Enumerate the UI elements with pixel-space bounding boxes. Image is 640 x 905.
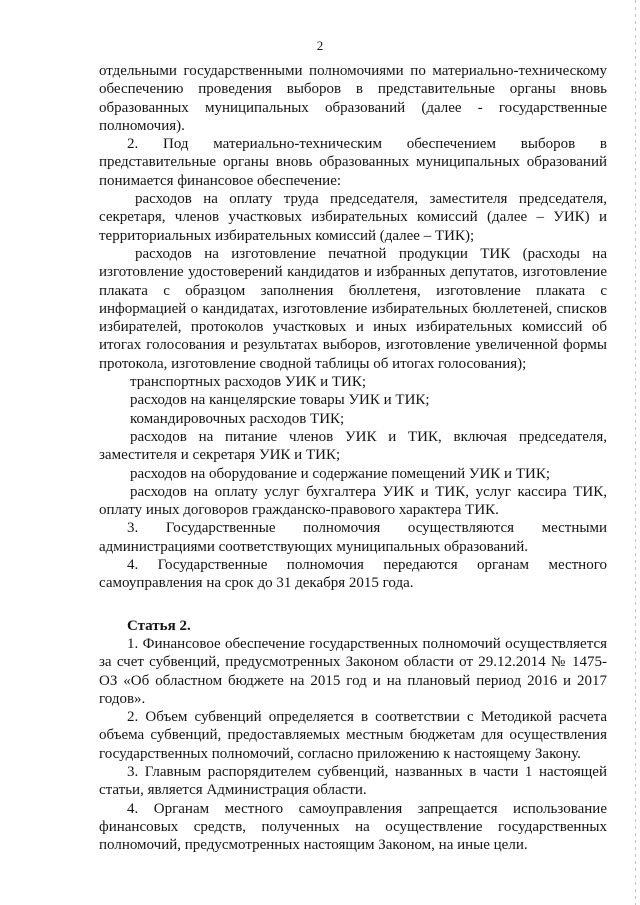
page-edge-marks: [635, 0, 636, 905]
paragraph-item-4: 4. Государственные полномочия передаются органам местного самоуправления на срок до 31 декабря 2015 года.: [99, 557, 607, 592]
document-body: [99, 62, 607, 854]
paragraph-expense-labor: расходов на оплату труда председателя, заместителя председателя, секретаря, членов участковых избирательных комиссий (далее – УИК) и территориальных избирательных комиссий (далее – ТИК);: [99, 191, 607, 244]
paragraph-expense-printing: расходов на изготовление печатной продукции ТИК (расходы на изготовление удостоверений кандидатов и избранных депутатов, изготовление плаката с образцом заполнения бюллетеня, изготовление плаката с информацией о кандидатах, изготовление избирательных бюллетеней, списков избирателей, протоколов участковых и иных избирательных комиссий об итогах голосования и результатах выборов, изготовление увеличенной формы протокола, изготовление сводной таблицы об итогах голосования);: [99, 245, 607, 372]
paragraph-expense-stationery: расходов на канцелярские товары УИК и ТИК;: [130, 392, 430, 409]
paragraph-expense-equipment: расходов на оборудование и содержание помещений УИК и ТИК;: [130, 465, 550, 482]
article-2-item-1: 1. Финансовое обеспечение государственных полномочий осуществляется за счет субвенций, предусмотренных Законом области от 29.12.2014 № 1475-ОЗ «Об областном бюджете на 2015 год и на плановый период 2016 и 2017 годов».: [99, 635, 607, 707]
paragraph-expense-transport: транспортных расходов УИК и ТИК;: [130, 374, 367, 391]
article-2-heading: Статья 2.: [127, 617, 191, 634]
page-number: 2: [316, 38, 324, 53]
paragraph-expense-travel: командировочных расходов ТИК;: [130, 410, 345, 427]
paragraph-expense-services: расходов на оплату услуг бухгалтера УИК и ТИК, услуг кассира ТИК, оплату иных договоров гражданско-правового характера ТИК.: [99, 483, 607, 519]
article-2-item-2: 2. Объем субвенций определяется в соответствии с Методикой расчета объема субвенций, предоставляемых местным бюджетам для осуществления государственных полномочий, согласно приложению к настоящему Закону.: [99, 709, 607, 762]
paragraph-item-2: 2. Под материально-техническим обеспечением выборов в представительные органы вновь образованных муниципальных образований понимается финансовое обеспечение:: [99, 136, 607, 189]
paragraph-continuation: отдельными государственными полномочиями по материально-техническому обеспечению проведения выборов в представительные органы вновь образованных муниципальных образований (далее - государственные полномочия).: [99, 63, 607, 134]
paragraph-item-3: 3. Государственные полномочия осуществляются местными администрациями соответствующих муниципальных образований.: [99, 520, 607, 555]
article-2-item-3: 3. Главным распорядителем субвенций, названных в части 1 настоящей статьи, является Администрация области.: [99, 763, 607, 799]
article-2-item-4: 4. Органам местного самоуправления запрещается использование финансовых средств, полученных на осуществление государственных полномочий, предусмотренных настоящим Законом, на иные цели.: [99, 800, 607, 854]
paragraph-expense-food: расходов на питание членов УИК и ТИК, включая председателя, заместителя и секретаря УИК и ТИК;: [99, 428, 607, 464]
